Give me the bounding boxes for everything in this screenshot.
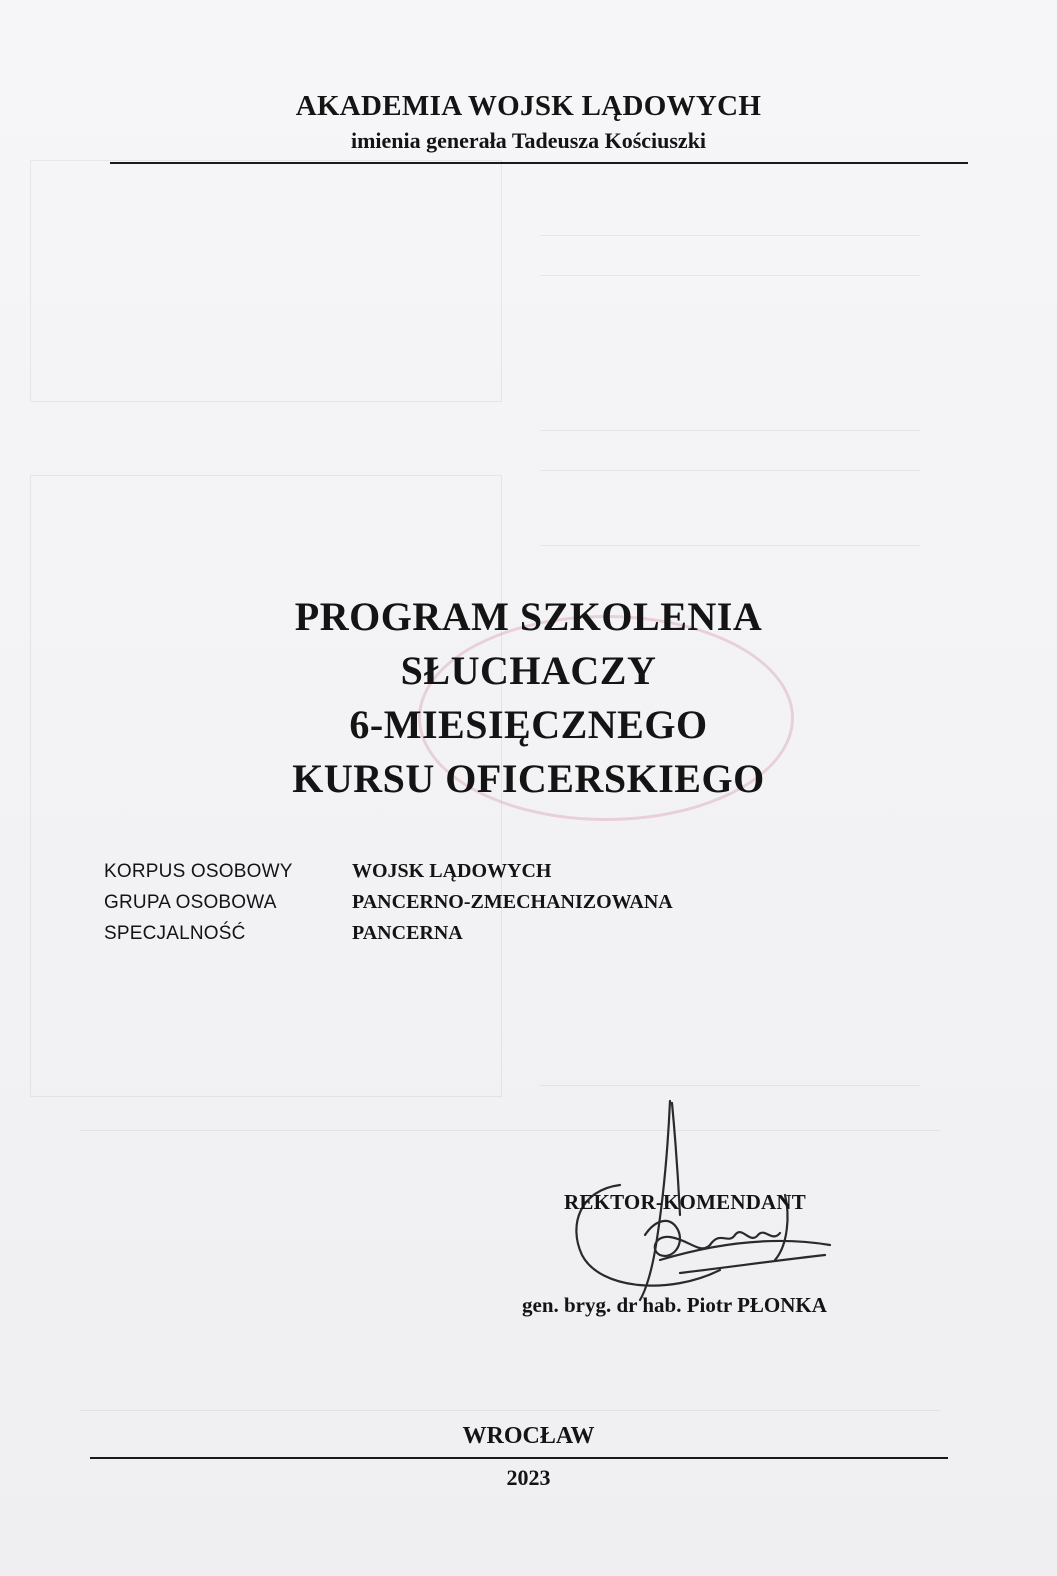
bleed-through-box <box>30 160 502 402</box>
title-line: KURSU OFICERSKIEGO <box>292 756 765 801</box>
signatory-role: REKTOR-KOMENDANT <box>564 1190 806 1214</box>
institution-patron: imienia generała Tadeusza Kościuszki <box>350 128 707 153</box>
bleed-through-line <box>540 430 920 431</box>
title-line: PROGRAM SZKOLENIA <box>294 594 763 639</box>
details-row-corps <box>104 856 673 887</box>
details-label: GRUPA OSOBOWA <box>104 891 277 913</box>
bleed-through-line <box>540 1085 920 1086</box>
bleed-through-line <box>540 275 920 276</box>
document-title <box>0 590 1057 806</box>
details-table <box>104 856 673 949</box>
bleed-through-line <box>540 470 920 471</box>
details-value: WOJSK LĄDOWYCH <box>352 860 552 882</box>
details-row-specialty <box>104 918 673 949</box>
header-rule <box>110 162 968 164</box>
institution-name: AKADEMIA WOJSK LĄDOWYCH <box>295 90 762 122</box>
title-line: 6-MIESIĘCZNEGO <box>349 702 708 747</box>
publication-year: 2023 <box>506 1465 551 1490</box>
details-value: PANCERNO-ZMECHANIZOWANA <box>352 891 673 913</box>
bleed-through-line <box>80 1410 940 1411</box>
signatory-name: gen. bryg. dr hab. Piotr PŁONKA <box>522 1293 827 1317</box>
title-line: SŁUCHACZY <box>400 648 657 693</box>
details-label: SPECJALNOŚĆ <box>104 922 246 944</box>
footer-rule <box>90 1457 948 1459</box>
publication-city: WROCŁAW <box>462 1423 595 1449</box>
bleed-through-line <box>540 235 920 236</box>
details-row-group <box>104 887 673 918</box>
details-value: PANCERNA <box>352 922 463 944</box>
details-label: KORPUS OSOBOWY <box>104 860 293 882</box>
bleed-through-line <box>540 545 920 546</box>
